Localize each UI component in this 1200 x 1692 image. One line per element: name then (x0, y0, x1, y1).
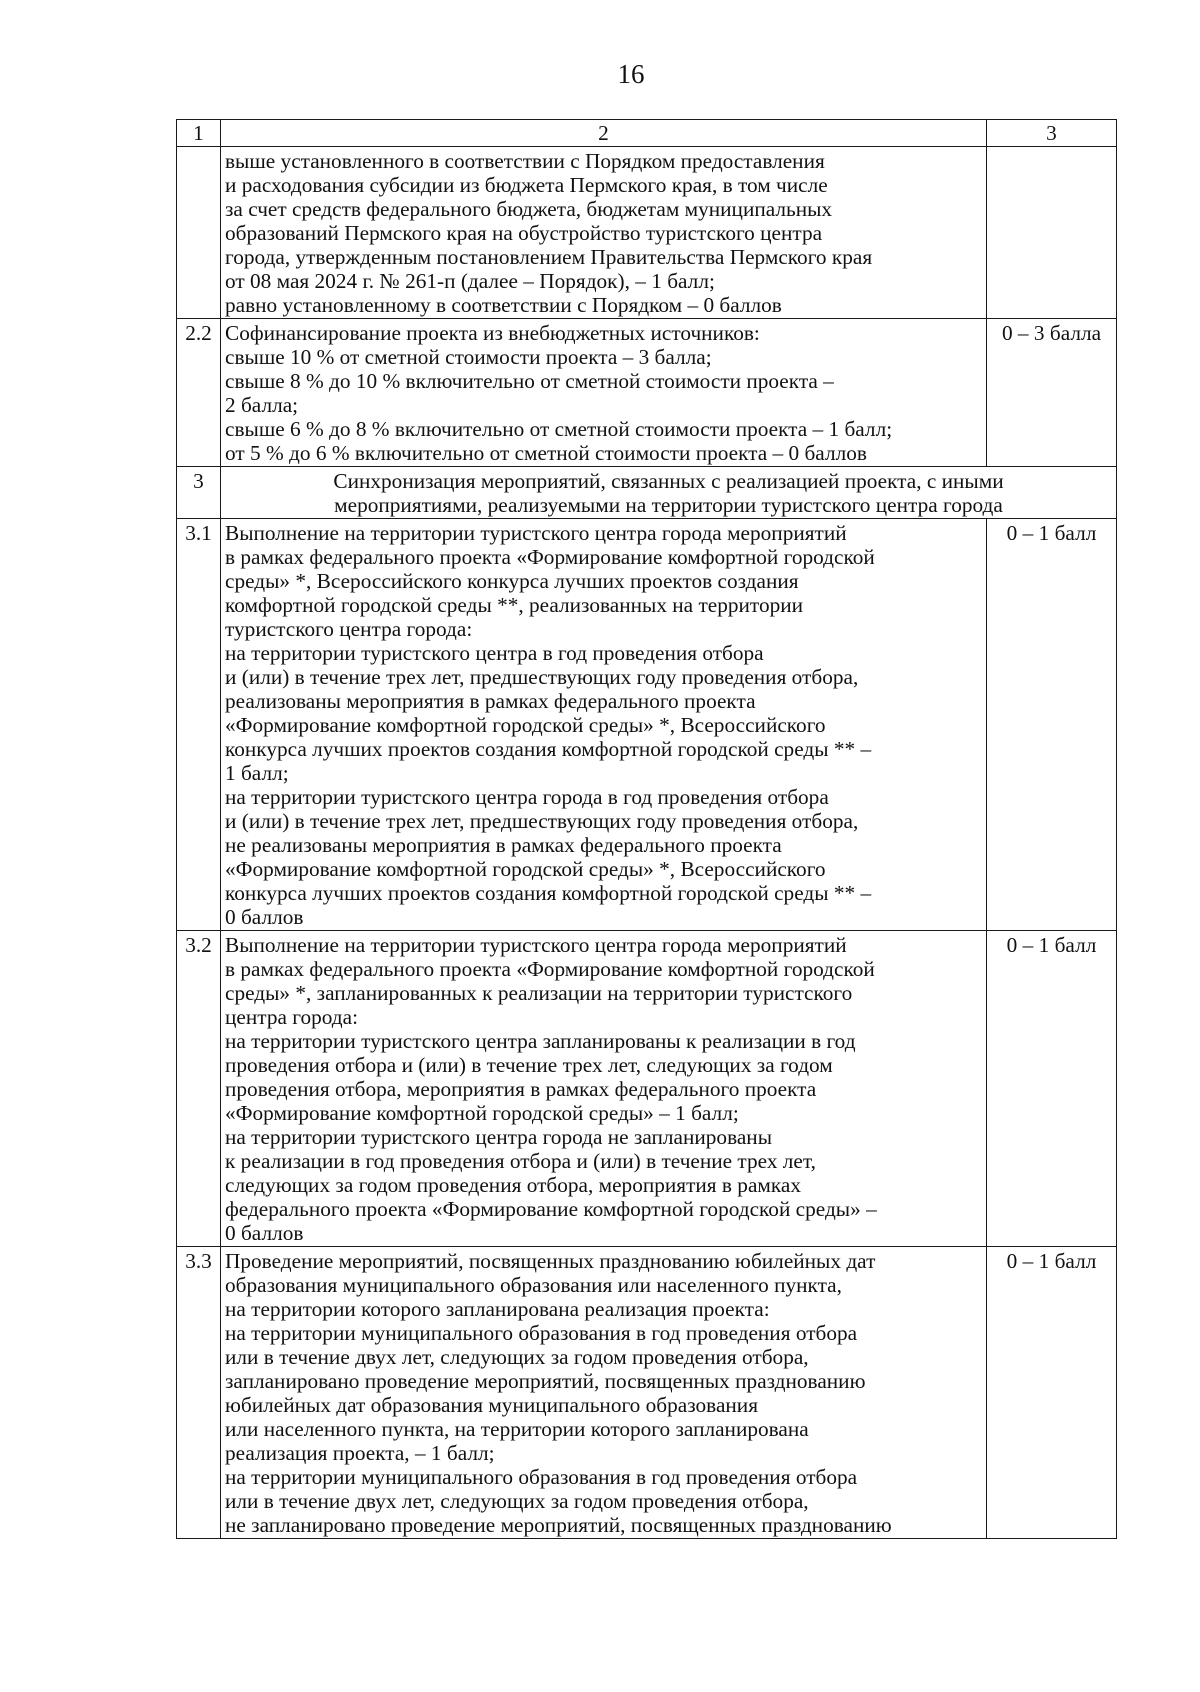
text-line: проведения отбора и (или) в течение трех лет, следующих за годом (225, 1053, 833, 1077)
text-line: образований Пермского края на обустройство туристского центра (225, 221, 823, 245)
text-line: и (или) в течение трех лет, предшествующих году проведения отбора, (225, 809, 859, 833)
text-line: свыше 10 % от сметной стоимости проекта – 3 балла; (225, 345, 712, 369)
text-line: к реализации в год проведения отбора и (или) в течение трех лет, (225, 1149, 816, 1173)
text-line: от 5 % до 6 % включительно от сметной стоимости проекта – 0 баллов (225, 441, 867, 465)
text-line: на территории туристского центра в год проведения отбора (225, 641, 764, 665)
text-line: реализация проекта, – 1 балл; (225, 1441, 495, 1465)
score-range: 0 – 1 балл (987, 1247, 1117, 1539)
score-range: 0 – 3 балла (987, 319, 1117, 467)
text-line: проведения отбора, мероприятия в рамках федерального проекта (225, 1077, 817, 1101)
table-row (177, 931, 1117, 1247)
text-line: не запланировано проведение мероприятий, посвященных празднованию (225, 1513, 892, 1537)
text-line: мероприятиями, реализуемыми на территории туристского центра города (334, 493, 1003, 517)
text-line: 0 баллов (225, 905, 304, 929)
criterion-description (221, 147, 987, 319)
text-line: выше установленного в соответствии с Порядком предоставления (225, 149, 825, 173)
text-line: туристского центра города: (225, 617, 473, 641)
text-line: Выполнение на территории туристского центра города мероприятий (225, 933, 847, 957)
criterion-description (221, 1247, 987, 1539)
text-line: образования муниципального образования или населенного пункта, (225, 1273, 842, 1297)
table-row (177, 519, 1117, 931)
criteria-table (176, 119, 1117, 1539)
table-header-row (177, 120, 1117, 147)
column-header-3: 3 (987, 120, 1117, 147)
text-line: федерального проекта «Формирование комфортной городской среды» – (225, 1197, 877, 1221)
text-line: на территории муниципального образования в год проведения отбора (225, 1465, 858, 1489)
text-line: центра города: (225, 1005, 358, 1029)
table-row (177, 319, 1117, 467)
text-line: 0 баллов (225, 1221, 304, 1245)
text-line: на территории муниципального образования в год проведения отбора (225, 1321, 858, 1345)
score-range: 0 – 1 балл (987, 931, 1117, 1247)
text-line: 1 балл; (225, 761, 289, 785)
text-line: на территории туристского центра запланированы к реализации в год (225, 1029, 856, 1053)
text-line: или в течение двух лет, следующих за годом проведения отбора, (225, 1345, 809, 1369)
text-line: конкурса лучших проектов создания комфортной городской среды ** – (225, 737, 872, 761)
text-line: и расходования субсидии из бюджета Пермского края, в том числе (225, 173, 828, 197)
row-number: 3 (177, 467, 221, 519)
section-row (177, 467, 1117, 519)
row-number: 3.3 (177, 1247, 221, 1539)
text-line: равно установленному в соответствии с Порядком – 0 баллов (225, 293, 782, 317)
text-line: на территории туристского центра города не запланированы (225, 1125, 773, 1149)
row-number: 3.1 (177, 519, 221, 931)
text-line: среды» *, запланированных к реализации на территории туристского (225, 981, 853, 1005)
text-line: Проведение мероприятий, посвященных празднованию юбилейных дат (225, 1249, 876, 1273)
text-line: следующих за годом проведения отбора, мероприятия в рамках (225, 1173, 802, 1197)
text-line: юбилейных дат образования муниципального образования (225, 1393, 758, 1417)
table-row (177, 1247, 1117, 1539)
row-number: 3.2 (177, 931, 221, 1247)
column-header-1: 1 (177, 120, 221, 147)
text-line: или в течение двух лет, следующих за годом проведения отбора, (225, 1489, 809, 1513)
section-title (221, 467, 1117, 519)
text-line: свыше 8 % до 10 % включительно от сметной стоимости проекта – (225, 369, 834, 393)
text-line: за счет средств федерального бюджета, бюджетам муниципальных (225, 197, 833, 221)
row-number (177, 147, 221, 319)
text-line: не реализованы мероприятия в рамках федерального проекта (225, 833, 782, 857)
text-line: комфортной городской среды **, реализованных на территории (225, 593, 804, 617)
text-line: в рамках федерального проекта «Формирование комфортной городской (225, 545, 875, 569)
text-line: Софинансирование проекта из внебюджетных источников: (225, 321, 760, 345)
text-line: на территории туристского центра города в год проведения отбора (225, 785, 829, 809)
text-line: Выполнение на территории туристского центра города мероприятий (225, 521, 847, 545)
criterion-description (221, 519, 987, 931)
text-line: от 08 мая 2024 г. № 261-п (далее – Порядок), – 1 балл; (225, 269, 715, 293)
text-line: города, утвержденным постановлением Правительства Пермского края (225, 245, 873, 269)
text-line: запланировано проведение мероприятий, посвященных празднованию (225, 1369, 866, 1393)
text-line: «Формирование комфортной городской среды» *, Всероссийского (225, 857, 826, 881)
text-line: конкурса лучших проектов создания комфортной городской среды ** – (225, 881, 872, 905)
criterion-description (221, 319, 987, 467)
page-number: 16 (617, 59, 645, 89)
text-line: 2 балла; (225, 393, 299, 417)
text-line: среды» *, Всероссийского конкурса лучших проектов создания (225, 569, 799, 593)
text-line: Синхронизация мероприятий, связанных с реализацией проекта, с иными (333, 469, 1004, 493)
text-line: и (или) в течение трех лет, предшествующих году проведения отбора, (225, 665, 859, 689)
score-range: 0 – 1 балл (987, 519, 1117, 931)
table-row (177, 147, 1117, 319)
score-range (987, 147, 1117, 319)
text-line: на территории которого запланирована реализация проекта: (225, 1297, 770, 1321)
row-number: 2.2 (177, 319, 221, 467)
text-line: реализованы мероприятия в рамках федерального проекта (225, 689, 756, 713)
column-header-2: 2 (221, 120, 987, 147)
text-line: или населенного пункта, на территории которого запланирована (225, 1417, 809, 1441)
text-line: в рамках федерального проекта «Формирование комфортной городской (225, 957, 875, 981)
text-line: «Формирование комфортной городской среды» – 1 балл; (225, 1101, 739, 1125)
text-line: «Формирование комфортной городской среды» *, Всероссийского (225, 713, 826, 737)
criterion-description (221, 931, 987, 1247)
text-line: свыше 6 % до 8 % включительно от сметной стоимости проекта – 1 балл; (225, 417, 893, 441)
